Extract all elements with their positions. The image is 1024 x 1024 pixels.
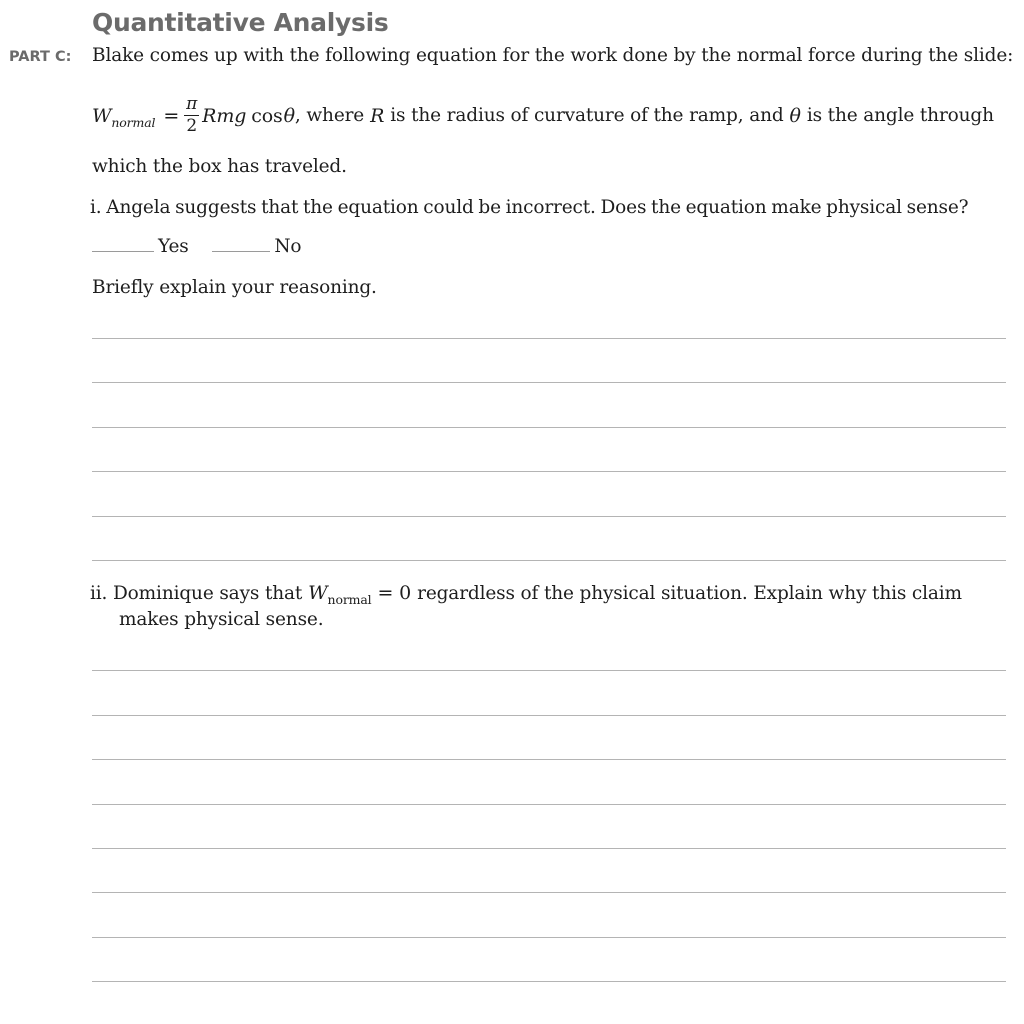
question-ii-prefix: ii. Dominique says that [90,583,303,604]
answer-line[interactable] [92,715,1006,716]
option-yes-label: Yes [158,236,189,257]
equation-continuation: which the box has traveled. [92,156,347,177]
question-ii-rest: regardless of the physical situation. Explain why this claim [417,583,962,604]
answer-line[interactable] [92,382,1006,383]
equation-end-text: is the angle through [806,105,994,126]
question-ii-w-subscript: normal [327,592,372,607]
no-answer-blank[interactable] [212,251,270,252]
part-label: PART C: [9,49,72,65]
equation-where: , where [294,105,365,126]
fraction-denominator: 2 [186,116,197,136]
question-i-text: i. Angela suggests that the equation could be incorrect. Does the equation make physical sense? [90,197,969,218]
question-ii-line1 [90,582,962,607]
question-ii-line2: makes physical sense. [119,609,324,630]
question-i-options [92,236,301,257]
answer-line[interactable] [92,937,1006,938]
equation-var-r: R [370,104,385,127]
answer-line[interactable] [92,981,1006,982]
question-ii-equals-zero: = 0 [377,582,412,604]
equation-fraction [184,96,199,135]
equation-var-theta: θ [789,104,801,127]
answer-line[interactable] [92,427,1006,428]
answer-line[interactable] [92,759,1006,760]
answer-line[interactable] [92,804,1006,805]
equation-mid-text: is the radius of curvature of the ramp, and [390,105,784,126]
option-no-label: No [274,236,302,257]
answer-line[interactable] [92,560,1006,561]
answer-line[interactable] [92,670,1006,671]
answer-line[interactable] [92,338,1006,339]
equation-rmg: Rmg [202,104,247,127]
equation-equals: = [163,104,180,127]
question-i-prompt: Briefly explain your reasoning. [92,277,377,298]
fraction-numerator: π [186,94,198,114]
answer-line[interactable] [92,516,1006,517]
equation-cos: cos [251,104,283,127]
question-ii-w-symbol: W [308,582,328,604]
answer-line[interactable] [92,892,1006,893]
equation-w-subscript: normal [111,115,156,130]
answer-line[interactable] [92,471,1006,472]
equation-theta: θ [283,104,295,127]
equation-line [92,96,994,135]
equation-w-symbol: W [92,104,112,127]
answer-line[interactable] [92,848,1006,849]
part-intro: Blake comes up with the following equation for the work done by the normal force during the slide: [92,45,1014,66]
yes-answer-blank[interactable] [92,251,154,252]
section-title: Quantitative Analysis [92,8,389,37]
